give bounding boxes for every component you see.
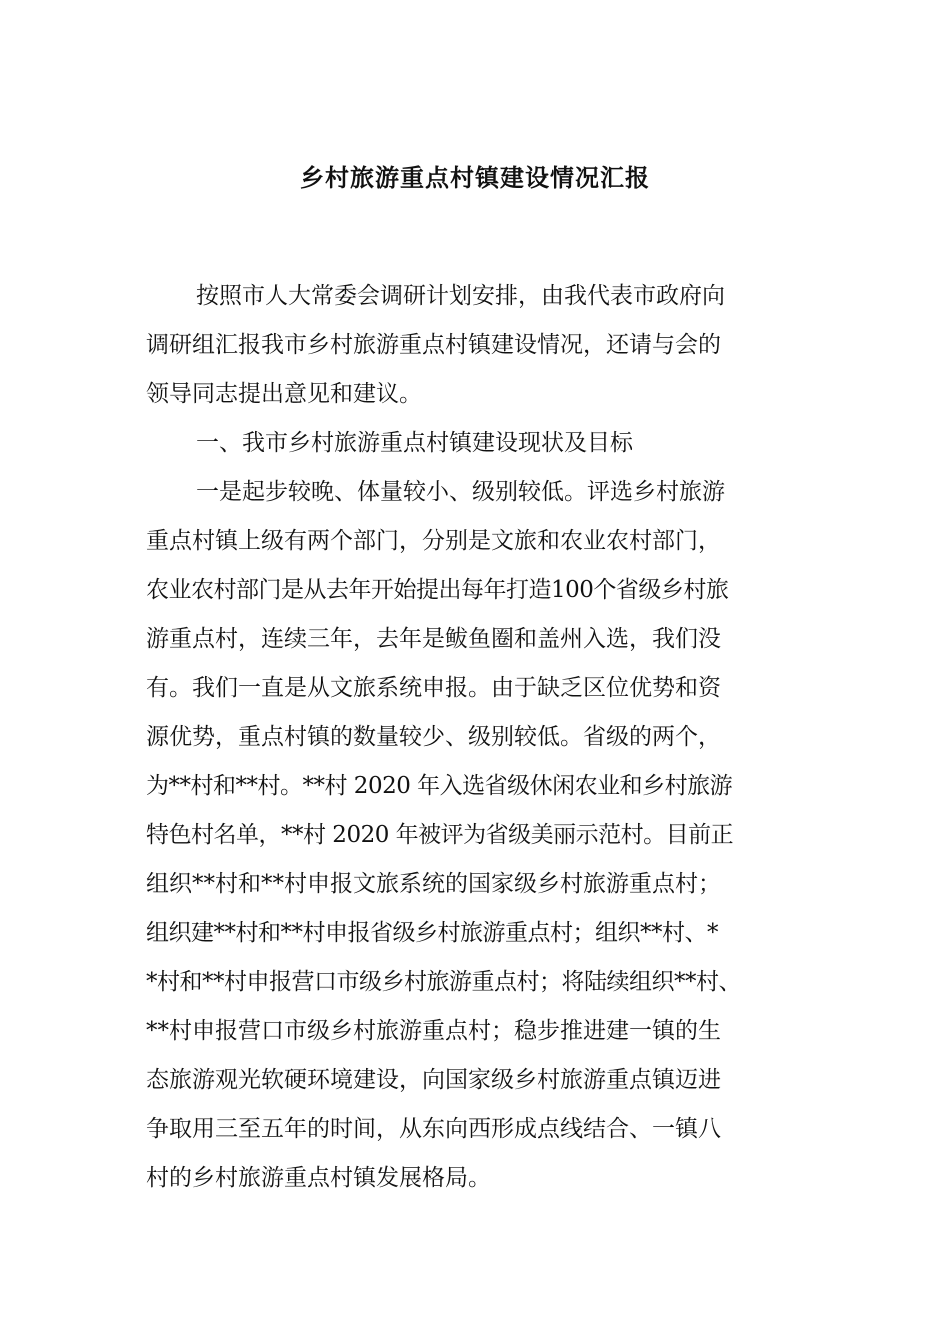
paragraph-line: 重点村镇上级有两个部门，分别是文旅和农业农村部门，: [146, 528, 721, 554]
paragraph-line: 特色村名单，**村 2020 年被评为省级美丽示范村。目前正: [146, 822, 734, 848]
paragraph-line: 争取用三至五年的时间，从东向西形成点线结合、一镇八: [146, 1116, 721, 1142]
paragraph-line: 农业农村部门是从去年开始提出每年打造100个省级乡村旅: [146, 577, 729, 603]
paragraph-line: 一是起步较晚、体量较小、级别较低。评选乡村旅游: [196, 479, 725, 505]
paragraph-line: 调研组汇报我市乡村旅游重点村镇建设情况，还请与会的: [146, 332, 721, 358]
paragraph-line: 源优势，重点村镇的数量较少、级别较低。省级的两个，: [146, 724, 721, 750]
section-heading: 一、我市乡村旅游重点村镇建设现状及目标: [196, 430, 633, 456]
paragraph-line: 有。我们一直是从文旅系统申报。由于缺乏区位优势和资: [146, 675, 721, 701]
paragraph-line: 为**村和**村。**村 2020 年入选省级休闲农业和乡村旅游: [146, 773, 733, 799]
paragraph-line: 按照市人大常委会调研计划安排，由我代表市政府向: [196, 283, 725, 309]
paragraph-line: 组织建**村和**村申报省级乡村旅游重点村；组织**村、*: [146, 920, 718, 946]
paragraph-line: 领导同志提出意见和建议。: [146, 381, 422, 407]
paragraph-line: 态旅游观光软硬环境建设，向国家级乡村旅游重点镇迈进: [146, 1067, 721, 1093]
paragraph-line: 游重点村，连续三年，去年是鲅鱼圈和盖州入选，我们没: [146, 626, 721, 652]
document-title: 乡村旅游重点村镇建设情况汇报: [300, 163, 650, 192]
paragraph-line: 组织**村和**村申报文旅系统的国家级乡村旅游重点村；: [146, 871, 721, 897]
paragraph-line: 村的乡村旅游重点村镇发展格局。: [146, 1165, 491, 1191]
paragraph-line: *村和**村申报营口市级乡村旅游重点村；将陆续组织**村、: [146, 969, 741, 995]
document-body: [146, 272, 806, 1203]
paragraph-line: **村申报营口市级乡村旅游重点村；稳步推进建一镇的生: [146, 1018, 721, 1044]
